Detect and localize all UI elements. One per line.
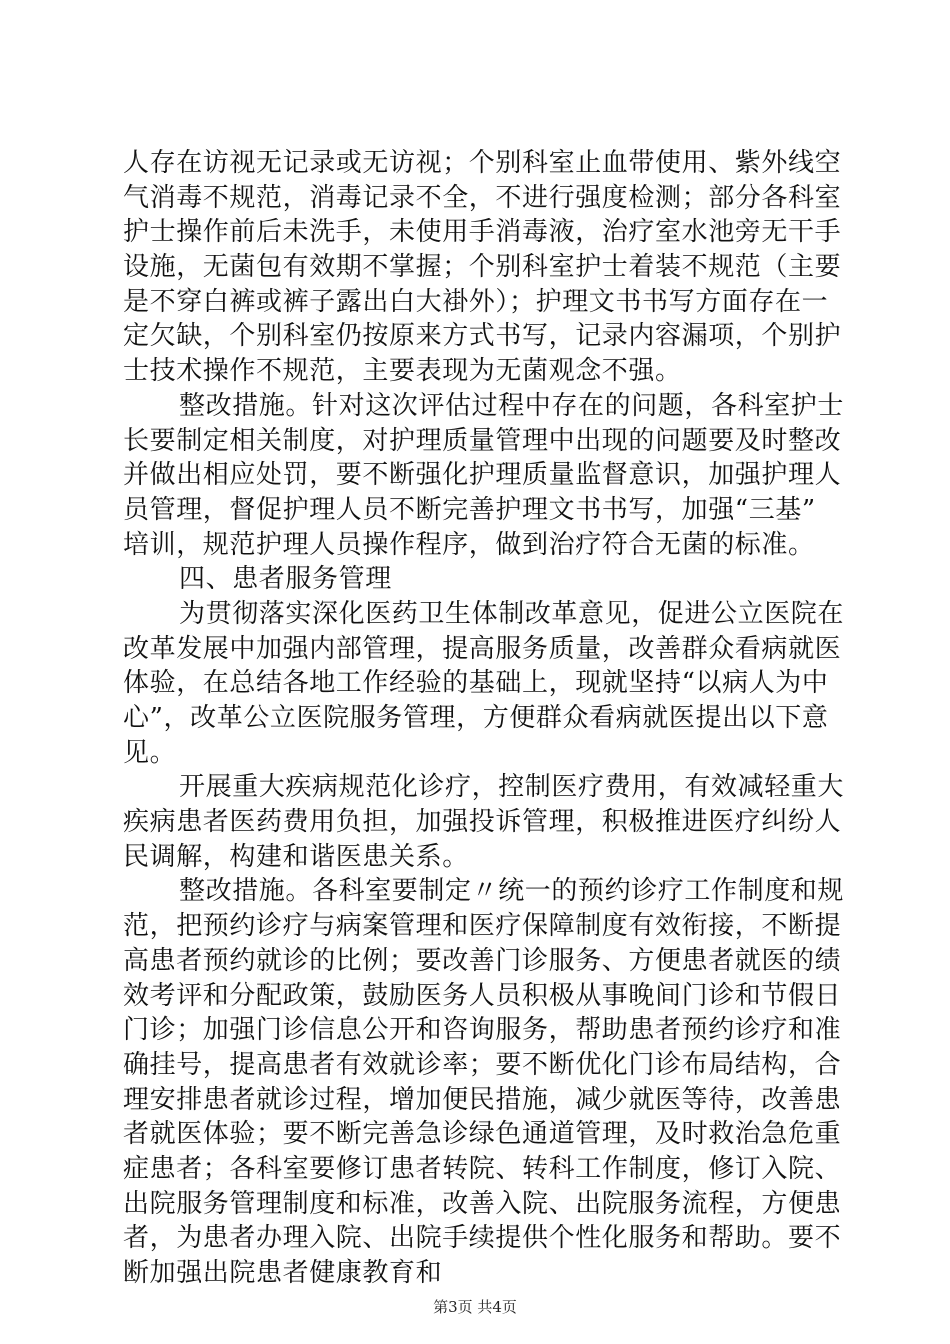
text-line: 是不穿白裤或裤子露出白大褂外）；护理文书书写方面存在一 (123, 286, 829, 317)
text-line: 见。 (123, 737, 177, 768)
text-line: 员管理，督促护理人员不断完善护理文书书写，加强“三基” (123, 494, 816, 525)
text-line: 开展重大疾病规范化诊疗，控制医疗费用，有效减轻重大 (179, 772, 845, 803)
text-line: 者，为患者办理入院、出院手续提供个性化服务和帮助。要不 (123, 1223, 842, 1254)
text-line: 症患者；各科室要修订患者转院、转科工作制度，修订入院、 (123, 1153, 842, 1184)
text-line: 四、患者服务管理 (179, 564, 392, 595)
text-line: 人存在访视无记录或无访视；个别科室止血带使用、紫外线空 (123, 148, 842, 178)
page-number-footer: 第3页 共4页 (433, 1298, 517, 1316)
text-line: 范，把预约诊疗与病案管理和医疗保障制度有效衔接，不断提 (123, 911, 842, 942)
text-line: 护士操作前后未洗手，未使用手消毒液，治疗室水池旁无干手 (123, 217, 842, 248)
text-line: 为贯彻落实深化医药卫生体制改革意见，促进公立医院在 (179, 598, 845, 629)
text-line: 设施，无菌包有效期不掌握；个别科室护士着装不规范（主要 (123, 252, 842, 283)
text-line: 确挂号，提高患者有效就诊率；要不断优化门诊布局结构，合 (123, 1049, 842, 1080)
text-line: 定欠缺，个别科室仍按原来方式书写，记录内容漏项，个别护 (123, 321, 842, 352)
text-line: 并做出相应处罚，要不断强化护理质量监督意识，加强护理人 (123, 460, 842, 491)
text-line: 高患者预约就诊的比例；要改善门诊服务、方便患者就医的绩 (123, 945, 842, 976)
document-body (123, 146, 845, 1291)
text-line: 气消毒不规范，消毒记录不全，不进行强度检测；部分各科室 (123, 182, 842, 213)
text-line: 心”，改革公立医院服务管理，方便群众看病就医提出以下意 (123, 703, 829, 733)
text-line: 长要制定相关制度，对护理质量管理中出现的问题要及时整改 (123, 425, 842, 456)
text-line: 整改措施。针对这次评估过程中存在的问题，各科室护士 (179, 390, 845, 421)
text-line: 效考评和分配政策，鼓励医务人员积极从事晚间门诊和节假日 (123, 980, 842, 1011)
text-line: 体验，在总结各地工作经验的基础上，现就坚持“以病人为中 (123, 668, 829, 699)
text-line: 士技术操作不规范，主要表现为无菌观念不强。 (123, 356, 682, 387)
text-line: 改革发展中加强内部管理，提高服务质量，改善群众看病就医 (123, 633, 842, 664)
text-line: 民调解，构建和谐医患关系。 (123, 841, 469, 872)
text-line: 门诊；加强门诊信息公开和咨询服务，帮助患者预约诊疗和准 (123, 1015, 842, 1046)
text-line: 疾病患者医药费用负担，加强投诉管理，积极推进医疗纠纷人 (123, 807, 842, 838)
text-line: 者就医体验；要不断完善急诊绿色通道管理，及时救治急危重 (123, 1119, 842, 1150)
text-line: 出院服务管理制度和标准，改善入院、出院服务流程，方便患 (123, 1188, 842, 1219)
text-line: 整改措施。各科室要制定〃统一的预约诊疗工作制度和规 (179, 876, 845, 907)
text-line: 培训，规范护理人员操作程序，做到治疗符合无菌的标准。 (123, 529, 815, 560)
text-line: 理安排患者就诊过程，增加便民措施，减少就医等待，改善患 (123, 1084, 842, 1115)
text-line: 断加强出院患者健康教育和 (123, 1258, 443, 1288)
